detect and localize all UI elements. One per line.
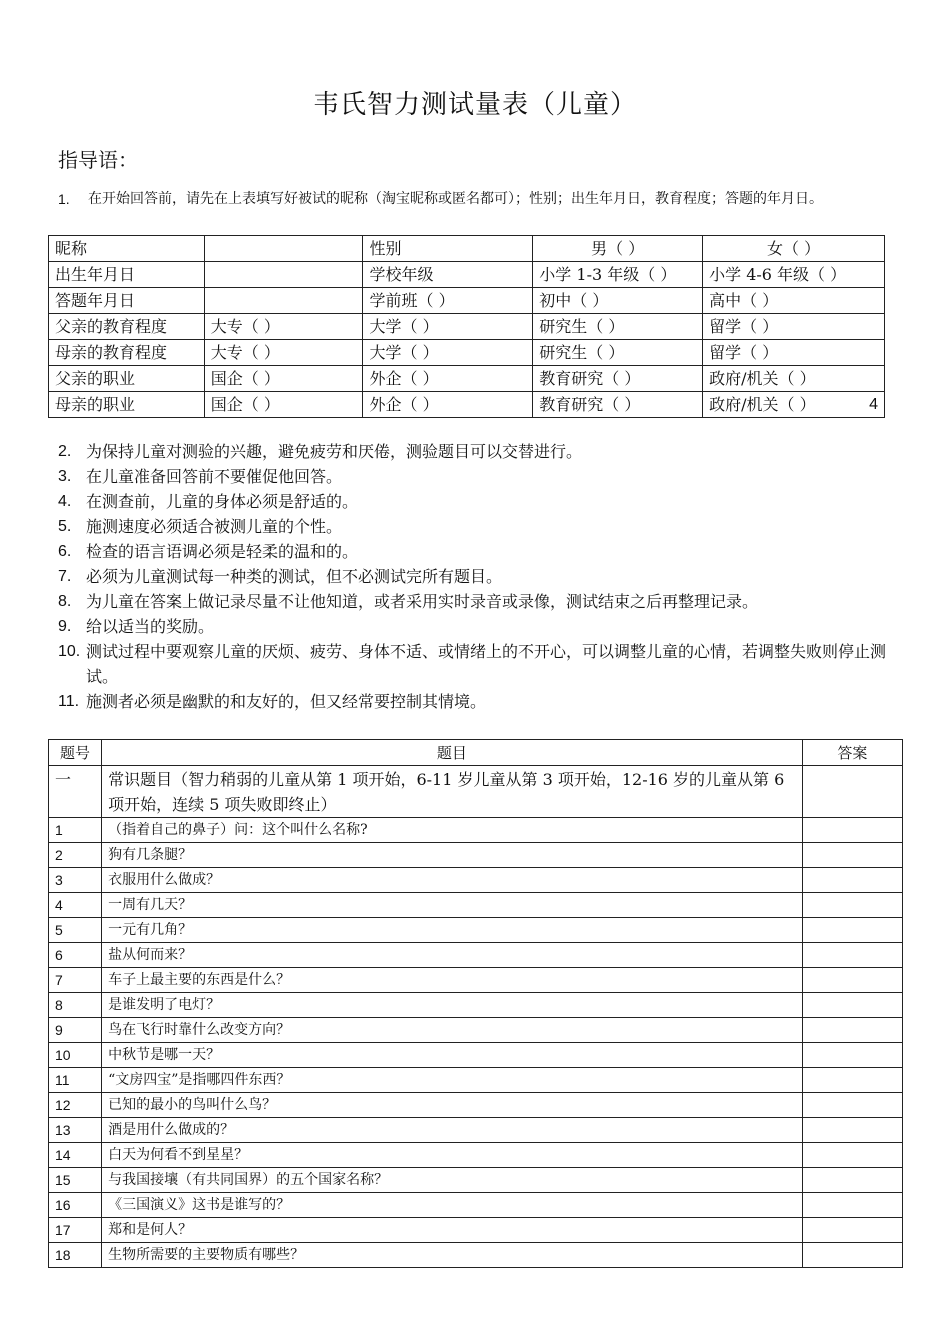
info-row	[49, 236, 885, 262]
answer-cell[interactable]	[802, 868, 902, 893]
header-answer: 答案	[802, 740, 902, 766]
info-option-2[interactable]: 初中（ ）	[533, 288, 703, 314]
section-row	[49, 766, 903, 818]
table-row	[49, 968, 903, 993]
instruction-item	[58, 439, 898, 464]
instruction-number: 4.	[58, 493, 72, 510]
instruction-number: 1.	[58, 191, 70, 207]
info-option-1[interactable]: 大学（ ）	[363, 340, 533, 366]
question-text: 鸟在飞行时靠什么改变方向？	[102, 1018, 803, 1043]
question-number: 1	[49, 818, 102, 843]
instruction-list	[58, 439, 898, 714]
answer-cell[interactable]	[802, 1143, 902, 1168]
answer-cell[interactable]	[802, 1118, 902, 1143]
question-text: 车子上最主要的东西是什么？	[102, 968, 803, 993]
subject-info-table	[48, 235, 885, 418]
table-row	[49, 1043, 903, 1068]
info-field-value[interactable]: 国企（ ）	[204, 392, 363, 418]
question-number: 7	[49, 968, 102, 993]
instruction-text: 必须为儿童测试每一种类的测试，但不必测试完所有题目。	[86, 567, 503, 586]
info-option-2[interactable]: 研究生（ ）	[533, 340, 703, 366]
instruction-number: 8.	[58, 593, 72, 610]
question-number: 9	[49, 1018, 102, 1043]
question-number: 2	[49, 843, 102, 868]
instruction-text: 在测查前，儿童的身体必须是舒适的。	[86, 492, 359, 511]
trailing-mark: 4	[869, 395, 878, 413]
instruction-item	[58, 589, 898, 614]
table-header-row	[49, 740, 903, 766]
instruction-text: 施测者必须是幽默的和友好的，但又经常要控制其情境。	[86, 692, 487, 711]
instruction-item-1	[58, 187, 898, 211]
question-text: 是谁发明了电灯？	[102, 993, 803, 1018]
instruction-text: 检查的语言语调必须是轻柔的温和的。	[86, 542, 359, 561]
answer-cell[interactable]	[802, 1243, 902, 1268]
table-row	[49, 1218, 903, 1243]
answer-cell[interactable]	[802, 1218, 902, 1243]
question-text: 郑和是何人？	[102, 1218, 803, 1243]
table-row	[49, 1168, 903, 1193]
table-row	[49, 1018, 903, 1043]
answer-cell[interactable]	[802, 1043, 902, 1068]
instruction-number: 10.	[58, 643, 81, 660]
info-field-value[interactable]	[204, 262, 363, 288]
header-question: 题目	[102, 740, 803, 766]
instruction-text: 在开始回答前，请先在上表填写好被试的昵称（淘宝昵称或匿名都可）；性别；出生年月日，教育程度；答题的年月日。	[88, 191, 823, 207]
instruction-item	[58, 464, 898, 489]
question-text: 《三国演义》这书是谁写的？	[102, 1193, 803, 1218]
answer-cell[interactable]	[802, 843, 902, 868]
info-row	[49, 340, 885, 366]
answer-cell[interactable]	[802, 818, 902, 843]
info-row	[49, 262, 885, 288]
section-answer-cell[interactable]	[802, 766, 902, 818]
instruction-text: 在儿童准备回答前不要催促他回答。	[86, 467, 343, 486]
section-description: 常识题目（智力稍弱的儿童从第 1 项开始，6-11 岁儿童从第 3 项开始，12-16 岁的儿童从第 6 项开始，连续 5 项失败即终止）	[102, 766, 803, 818]
info-field-label: 母亲的职业	[49, 392, 205, 418]
answer-cell[interactable]	[802, 918, 902, 943]
instruction-number: 6.	[58, 543, 72, 560]
page-title: 韦氏智力测试量表（儿童）	[312, 90, 637, 120]
answer-cell[interactable]	[802, 943, 902, 968]
instruction-item	[58, 639, 898, 689]
question-text: 狗有几条腿？	[102, 843, 803, 868]
question-number: 4	[49, 893, 102, 918]
question-number: 13	[49, 1118, 102, 1143]
table-row	[49, 1118, 903, 1143]
question-text: 中秋节是哪一天？	[102, 1043, 803, 1068]
question-text: 盐从何而来？	[102, 943, 803, 968]
info-option-3[interactable]	[703, 392, 885, 418]
info-option-3[interactable]: 政府/机关（ ）	[703, 366, 885, 392]
info-option-3[interactable]: 女（ ）	[703, 236, 885, 262]
answer-cell[interactable]	[802, 1018, 902, 1043]
info-field-value[interactable]: 大专（ ）	[204, 340, 363, 366]
table-row	[49, 1143, 903, 1168]
instruction-number: 11.	[58, 693, 80, 710]
info-field-value[interactable]: 国企（ ）	[204, 366, 363, 392]
question-number: 8	[49, 993, 102, 1018]
table-row	[49, 1068, 903, 1093]
instruction-number: 2.	[58, 443, 72, 460]
question-text: 一元有几角？	[102, 918, 803, 943]
instruction-item	[58, 689, 898, 714]
info-field-value[interactable]	[204, 288, 363, 314]
info-option-3[interactable]: 高中（ ）	[703, 288, 885, 314]
info-row	[49, 392, 885, 418]
header-number: 题号	[49, 740, 102, 766]
answer-cell[interactable]	[802, 1168, 902, 1193]
question-text: （指着自己的鼻子）问：这个叫什么名称?	[102, 818, 803, 843]
info-field-label: 父亲的教育程度	[49, 314, 205, 340]
guide-heading: 指导语：	[58, 148, 138, 172]
info-option-3[interactable]: 留学（ ）	[703, 340, 885, 366]
instruction-text: 给以适当的奖励。	[86, 617, 215, 636]
info-option-3[interactable]: 留学（ ）	[703, 314, 885, 340]
question-number: 14	[49, 1143, 102, 1168]
question-number: 16	[49, 1193, 102, 1218]
info-option-1: 性别	[363, 236, 533, 262]
answer-cell[interactable]	[802, 1093, 902, 1118]
info-row	[49, 314, 885, 340]
info-option-1[interactable]: 外企（ ）	[363, 392, 533, 418]
table-row	[49, 1093, 903, 1118]
info-option-2[interactable]: 研究生（ ）	[533, 314, 703, 340]
instruction-text: 为保持儿童对测验的兴趣，避免疲劳和厌倦，测验题目可以交替进行。	[86, 442, 583, 461]
instruction-item	[58, 614, 898, 639]
question-number: 15	[49, 1168, 102, 1193]
info-field-value[interactable]	[204, 236, 363, 262]
question-text: 衣服用什么做成？	[102, 868, 803, 893]
info-field-label: 答题年月日	[49, 288, 205, 314]
table-row	[49, 843, 903, 868]
question-text: 与我国接壤（有共同国界）的五个国家名称？	[102, 1168, 803, 1193]
question-number: 17	[49, 1218, 102, 1243]
info-field-label: 母亲的教育程度	[49, 340, 205, 366]
answer-cell[interactable]	[802, 893, 902, 918]
instruction-number: 9.	[58, 618, 72, 635]
answer-cell[interactable]	[802, 1193, 902, 1218]
table-row	[49, 943, 903, 968]
question-table	[48, 739, 903, 1268]
table-row	[49, 1243, 903, 1268]
table-row	[49, 1193, 903, 1218]
info-option-2[interactable]: 小学 1-3 年级（ ）	[533, 262, 703, 288]
table-row	[49, 918, 903, 943]
instruction-number: 3.	[58, 468, 72, 485]
info-field-label: 出生年月日	[49, 262, 205, 288]
question-text: 白天为何看不到星星？	[102, 1143, 803, 1168]
table-row	[49, 818, 903, 843]
info-option-3[interactable]: 小学 4-6 年级（ ）	[703, 262, 885, 288]
question-text: 一周有几天？	[102, 893, 803, 918]
answer-cell[interactable]	[802, 1068, 902, 1093]
info-option-1[interactable]: 外企（ ）	[363, 366, 533, 392]
instruction-number: 7.	[58, 568, 72, 585]
instruction-text: 施测速度必须适合被测儿童的个性。	[86, 517, 343, 536]
info-option-2[interactable]: 男（ ）	[533, 236, 703, 262]
instruction-text: 为儿童在答案上做记录尽量不让他知道，或者采用实时录音或录像，测试结束之后再整理记录。	[86, 592, 759, 611]
info-field-label: 昵称	[49, 236, 205, 262]
table-row	[49, 993, 903, 1018]
table-row	[49, 893, 903, 918]
info-option-1: 学校年级	[363, 262, 533, 288]
question-text: “文房四宝”是指哪四件东西？	[102, 1068, 803, 1093]
question-number: 12	[49, 1093, 102, 1118]
info-row	[49, 366, 885, 392]
info-option-1[interactable]: 学前班（ ）	[363, 288, 533, 314]
question-number: 6	[49, 943, 102, 968]
info-row	[49, 288, 885, 314]
info-field-label: 父亲的职业	[49, 366, 205, 392]
instruction-number: 5.	[58, 518, 72, 535]
instruction-text: 测试过程中要观察儿童的厌烦、疲劳、身体不适、或情绪上的不开心，可以调整儿童的心情，若调整失败则停止测试。	[86, 642, 887, 686]
question-number: 18	[49, 1243, 102, 1268]
question-text: 生物所需要的主要物质有哪些？	[102, 1243, 803, 1268]
info-option-text: 政府/机关（ ）	[709, 394, 816, 414]
table-row	[49, 868, 903, 893]
question-text: 已知的最小的鸟叫什么鸟？	[102, 1093, 803, 1118]
question-number: 11	[49, 1068, 102, 1093]
info-option-2[interactable]: 教育研究（ ）	[533, 366, 703, 392]
instruction-item	[58, 514, 898, 539]
instruction-item	[58, 489, 898, 514]
info-option-2[interactable]: 教育研究（ ）	[533, 392, 703, 418]
question-number: 5	[49, 918, 102, 943]
instruction-item	[58, 564, 898, 589]
answer-cell[interactable]	[802, 968, 902, 993]
info-option-1[interactable]: 大学（ ）	[363, 314, 533, 340]
question-number: 3	[49, 868, 102, 893]
question-text: 酒是用什么做成的？	[102, 1118, 803, 1143]
question-number: 10	[49, 1043, 102, 1068]
info-field-value[interactable]: 大专（ ）	[204, 314, 363, 340]
instruction-item	[58, 539, 898, 564]
answer-cell[interactable]	[802, 993, 902, 1018]
section-number: 一	[49, 766, 102, 818]
